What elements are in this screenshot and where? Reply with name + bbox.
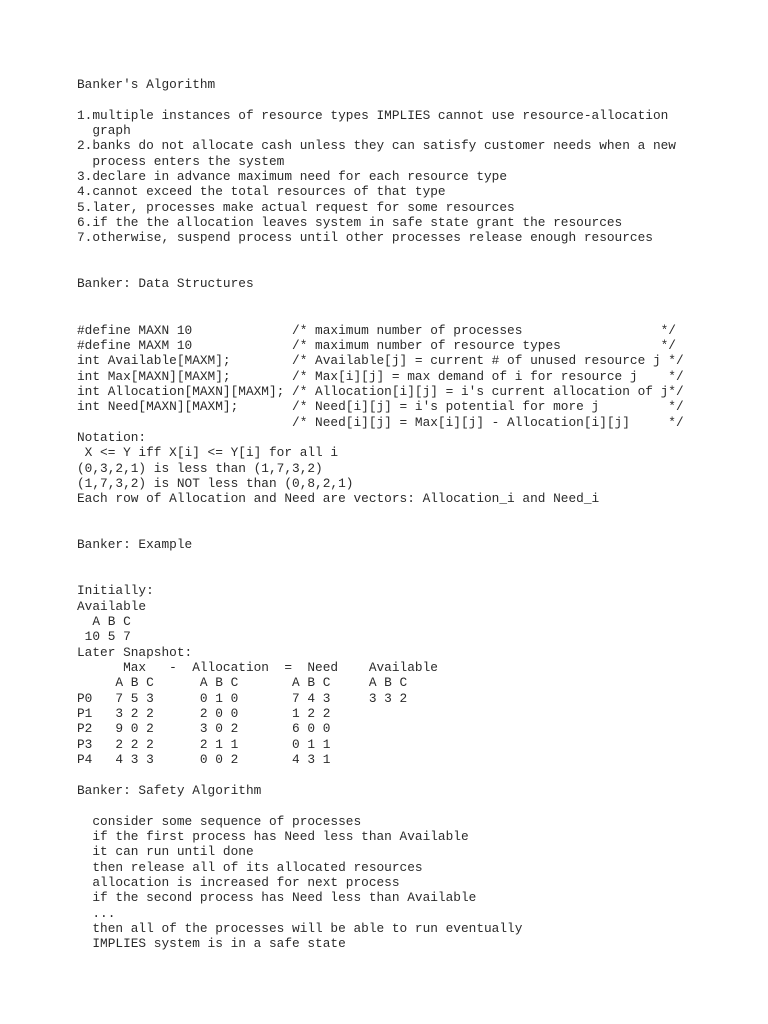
text-line: Initially:	[77, 583, 154, 599]
text-line: 4.cannot exceed the total resources of that type	[77, 184, 446, 200]
text-line: 7.otherwise, suspend process until other processes release enough resources	[77, 230, 653, 246]
text-line: 3.declare in advance maximum need for each resource type	[77, 169, 508, 185]
text-line: P4 4 3 3 0 0 2 4 3 1	[77, 752, 331, 768]
text-line: if the second process has Need less than Available	[77, 890, 477, 906]
blank-line	[77, 568, 757, 583]
blank-line	[77, 798, 757, 813]
text-line: it can run until done	[77, 844, 254, 860]
text-line: int Need[MAXN][MAXM]; /* Need[i][j] = i's potential for more j */	[77, 399, 684, 415]
section-title: Banker: Safety Algorithm	[77, 782, 262, 798]
text-line: 10 5 7	[77, 629, 131, 645]
text-line: Notation:	[77, 429, 147, 445]
text-line: consider some sequence of processes	[77, 813, 362, 829]
text-line: (0,3,2,1) is less than (1,7,3,2)	[77, 460, 323, 476]
text-line: 2.banks do not allocate cash unless they can satisfy customer needs when a new	[77, 138, 676, 154]
section-title: Banker: Example	[77, 537, 193, 553]
text-line: Max - Allocation = Need Available	[77, 660, 438, 676]
text-line: int Max[MAXN][MAXM]; /* Max[i][j] = max demand of i for resource j */	[77, 368, 684, 384]
text-line: #define MAXN 10 /* maximum number of processes */	[77, 322, 676, 338]
blank-line	[77, 507, 757, 522]
section-title: Banker: Data Structures	[77, 276, 254, 292]
blank-line	[77, 522, 757, 537]
text-line: then all of the processes will be able to run eventually	[77, 920, 523, 936]
text-line: 6.if the the allocation leaves system in safe state grant the resources	[77, 215, 623, 231]
text-line: /* Need[i][j] = Max[i][j] - Allocation[i][j] */	[77, 414, 684, 430]
text-line: Each row of Allocation and Need are vectors: Allocation_i and Need_i	[77, 491, 600, 507]
blank-line	[77, 292, 757, 307]
text-line: X <= Y iff X[i] <= Y[i] for all i	[77, 445, 339, 461]
blank-line	[77, 246, 757, 261]
text-line: ...	[77, 905, 116, 921]
text-line: if the first process has Need less than Available	[77, 828, 469, 844]
text-line: int Allocation[MAXN][MAXM]; /* Allocation[i][j] = i's current allocation of j*/	[77, 383, 684, 399]
text-line: (1,7,3,2) is NOT less than (0,8,2,1)	[77, 475, 354, 491]
blank-line	[77, 307, 757, 322]
text-line: A B C	[77, 614, 131, 630]
section-title: Banker's Algorithm	[77, 77, 216, 92]
text-line: int Available[MAXM]; /* Available[j] = current # of unused resource j */	[77, 353, 684, 369]
text-line: A B C A B C A B C A B C	[77, 675, 408, 691]
text-line: process enters the system	[77, 153, 285, 169]
blank-line	[77, 767, 757, 782]
blank-line	[77, 261, 757, 276]
text-line: allocation is increased for next process	[77, 874, 400, 890]
text-line: P1 3 2 2 2 0 0 1 2 2	[77, 706, 331, 722]
text-line: IMPLIES system is in a safe state	[77, 936, 346, 952]
text-line: graph	[77, 123, 131, 139]
text-line: then release all of its allocated resources	[77, 859, 423, 875]
document-body	[77, 77, 757, 952]
text-line: Available	[77, 598, 147, 614]
blank-line	[77, 553, 757, 568]
text-line: P0 7 5 3 0 1 0 7 4 3 3 3 2	[77, 690, 408, 706]
text-line: Later Snapshot:	[77, 644, 193, 660]
blank-line	[77, 92, 757, 107]
text-line: 1.multiple instances of resource types IMPLIES cannot use resource-allocation	[77, 107, 669, 123]
text-line: #define MAXM 10 /* maximum number of resource types */	[77, 337, 676, 353]
text-line: P3 2 2 2 2 1 1 0 1 1	[77, 736, 331, 752]
text-line: P2 9 0 2 3 0 2 6 0 0	[77, 721, 331, 737]
text-line: 5.later, processes make actual request for some resources	[77, 199, 515, 215]
